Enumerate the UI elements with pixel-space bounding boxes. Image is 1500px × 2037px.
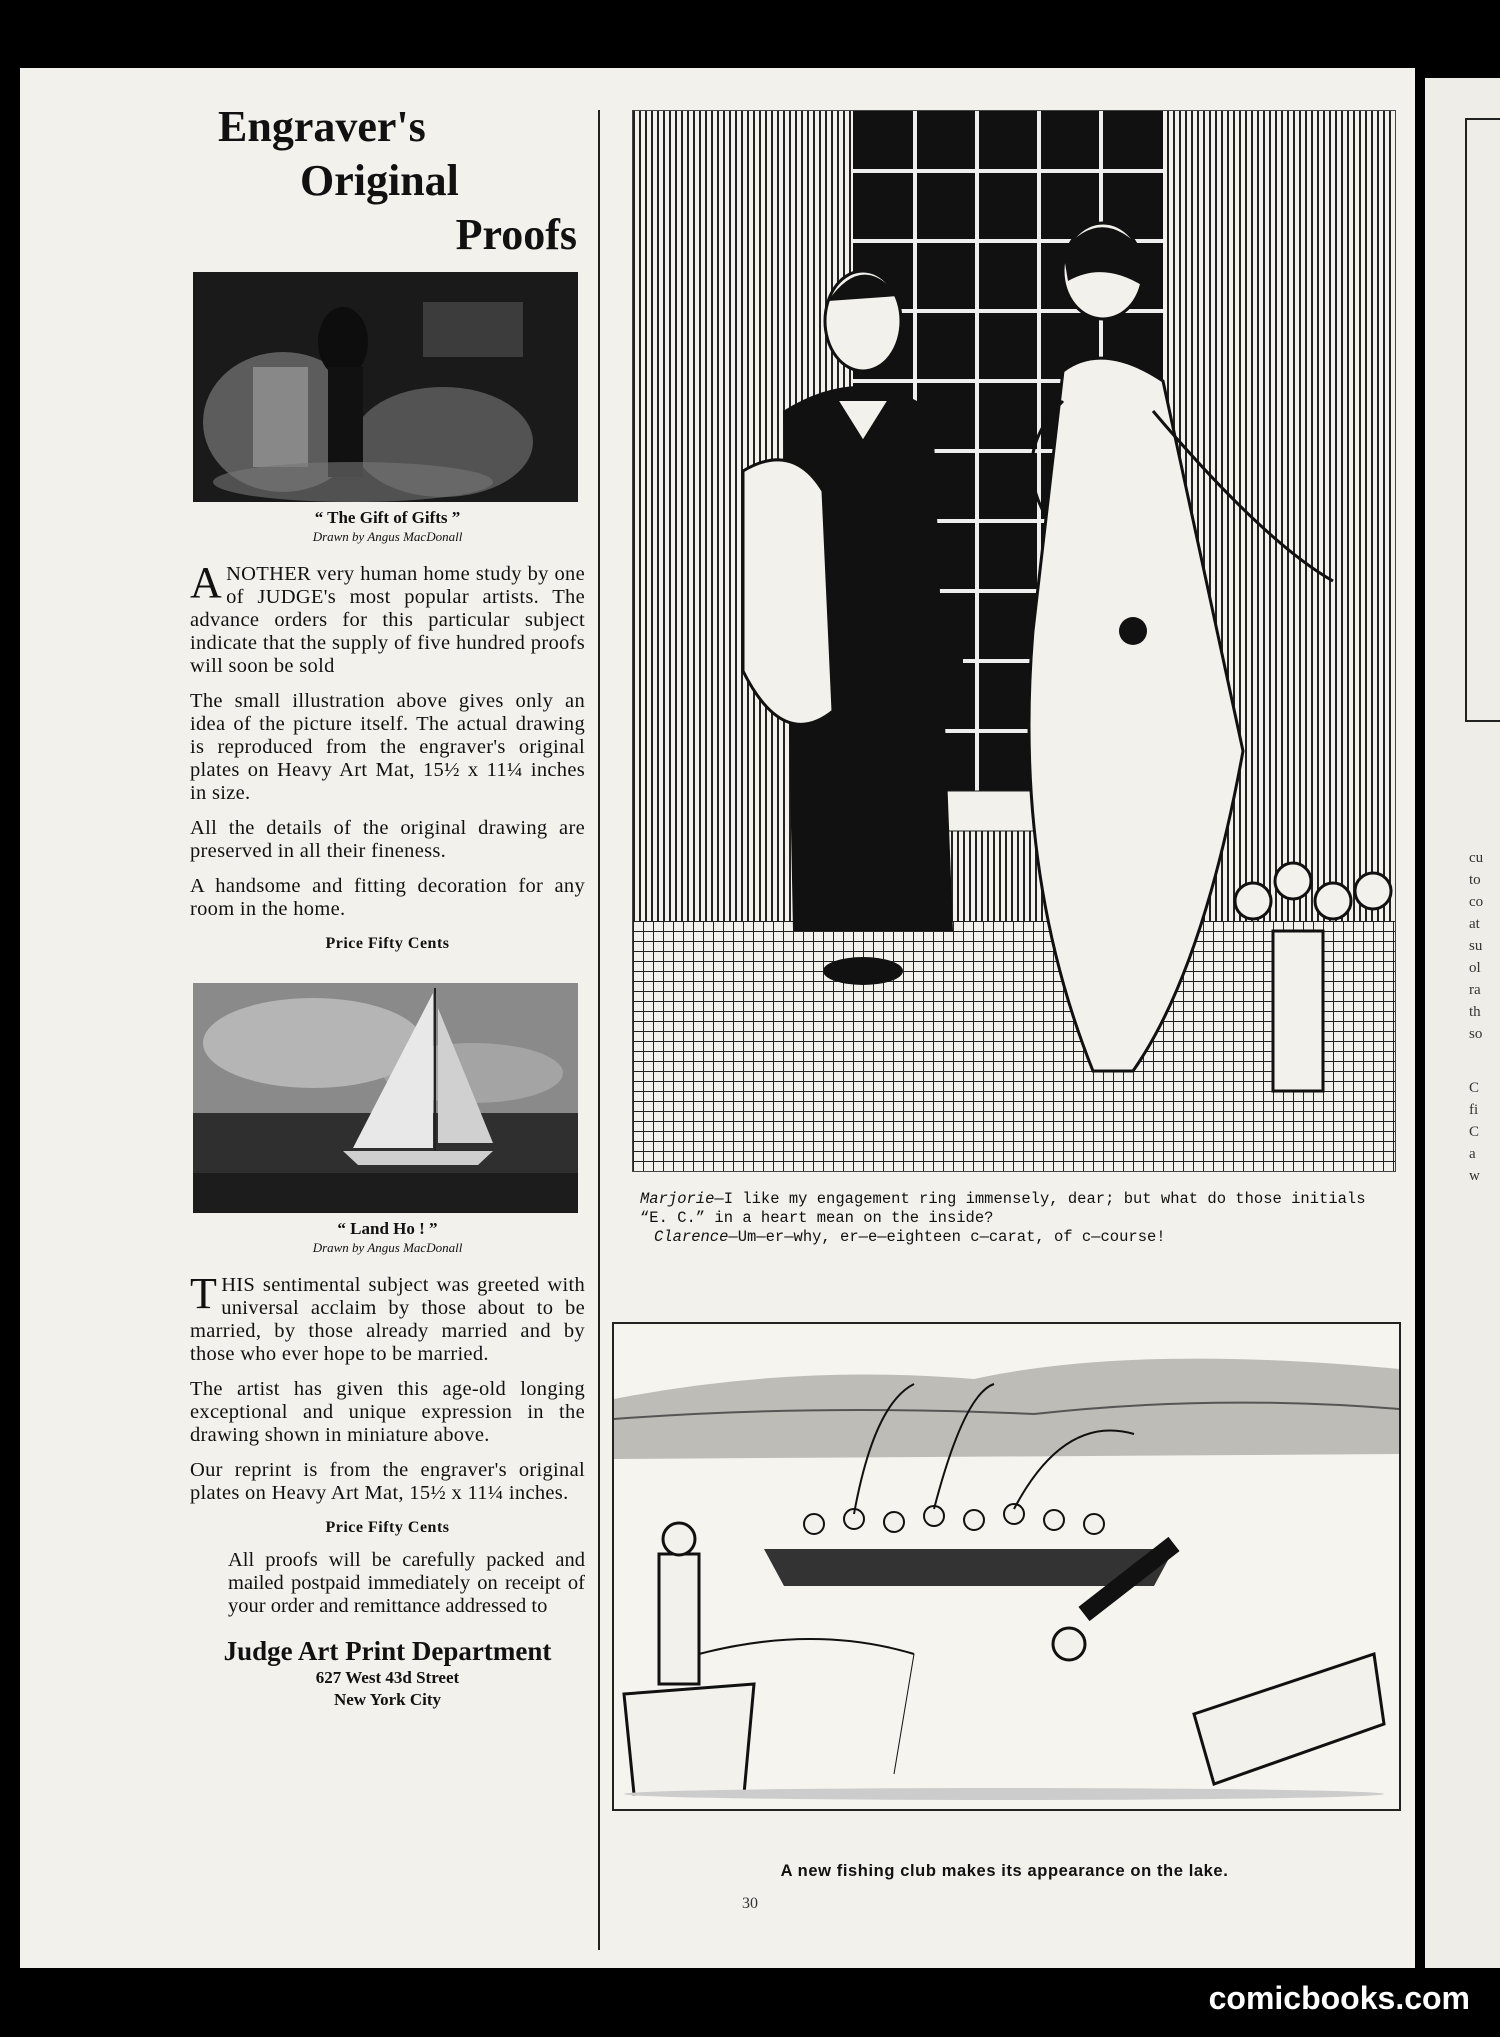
- dialogue-line: Clarence—Um—er—why, er—e—eighteen c—carat, of c—course!: [654, 1228, 1166, 1246]
- ad-title: Engraver's Original Proofs: [218, 102, 577, 259]
- gift-of-gifts-title: “ The Gift of Gifts ”: [314, 508, 461, 527]
- adjacent-page-fragment: [1425, 78, 1500, 1968]
- adjacent-text-fragment: th: [1469, 1004, 1481, 1020]
- land-ho-credit: Drawn by Angus MacDonall: [312, 1240, 463, 1255]
- adjacent-text-fragment: cu: [1469, 850, 1484, 866]
- adjacent-text-fragment: co: [1469, 894, 1484, 910]
- cartoon-engagement-ring: [632, 110, 1396, 1172]
- adjacent-text-fragment: ra: [1469, 982, 1481, 998]
- adjacent-text-fragment: at: [1469, 916, 1480, 932]
- ad-paragraph: ANOTHER very human home study by one of JUDGE's most popular artists. The advance orders for this particular subject indicate that the supply of five hundred proofs will soon be sold: [190, 558, 585, 677]
- ordering-instructions: All proofs will be carefully packed and mailed postpaid immediately on receipt of your order and remittance addressed to: [228, 1549, 585, 1617]
- adjacent-text-fragment: su: [1469, 938, 1483, 954]
- page-number: 30: [742, 1895, 758, 1912]
- dialogue-line: Marjorie—I like my engagement ring immensely, dear; but what do those initials “E. C.” in a heart mean on the inside?: [640, 1190, 1366, 1227]
- drop-cap: T: [190, 1269, 218, 1318]
- department-city: New York City: [333, 1690, 442, 1709]
- gift-of-gifts-credit: Drawn by Angus MacDonall: [312, 529, 463, 544]
- gift-of-gifts-image: [193, 272, 578, 502]
- adjacent-page-box: [1465, 118, 1500, 722]
- adjacent-text-fragment: fi: [1469, 1102, 1479, 1118]
- column-divider: [598, 110, 600, 1950]
- ad-paragraph: THIS sentimental subject was greeted with universal acclaim by those about to be married, by those already married and by those who ever hope to be married.: [190, 1269, 585, 1365]
- price-label: Price Fifty Cents: [325, 935, 450, 952]
- ad-paragraph: The small illustration above gives only an idea of the picture itself. The actual drawing is reproduced from the engraver's original plates on Heavy Art Mat, 15½ x 11¼ inches in size.: [190, 690, 585, 804]
- adjacent-text-fragment: w: [1469, 1168, 1480, 1184]
- ad-paragraph: The artist has given this age-old longing exceptional and unique expression in the drawing shown in miniature above.: [190, 1378, 585, 1446]
- speaker-name: Marjorie: [640, 1190, 715, 1208]
- ad-paragraph: Our reprint is from the engraver's original plates on Heavy Art Mat, 15½ x 11¼ inches.: [190, 1459, 585, 1504]
- land-ho-image: [193, 983, 578, 1213]
- price-label: Price Fifty Cents: [325, 1519, 450, 1536]
- watermark: comicbooks.com: [1208, 1980, 1470, 2016]
- fishing-cartoon-caption: A new fishing club makes its appearance on the lake.: [780, 1862, 1229, 1880]
- speaker-name: Clarence: [654, 1228, 729, 1246]
- cartoon-dialogue: [640, 1190, 1400, 1247]
- adjacent-text-fragment: C: [1469, 1124, 1480, 1140]
- cartoon-fishing-club: [612, 1322, 1401, 1811]
- department-address: 627 West 43d Street: [315, 1668, 460, 1687]
- adjacent-text-fragment: so: [1469, 1026, 1483, 1042]
- adjacent-text-fragment: ol: [1469, 960, 1481, 976]
- land-ho-title: “ Land Ho ! ”: [337, 1219, 438, 1238]
- adjacent-text-fragment: a: [1469, 1146, 1476, 1162]
- department-name: Judge Art Print Department: [223, 1636, 552, 1666]
- art-print-advertisement: [190, 100, 585, 1711]
- adjacent-text-fragment: to: [1469, 872, 1481, 888]
- adjacent-text-fragment: C: [1469, 1080, 1480, 1096]
- drop-cap: A: [190, 558, 223, 607]
- ad-paragraph: All the details of the original drawing are preserved in all their fineness.: [190, 817, 585, 862]
- ad-paragraph: A handsome and fitting decoration for any room in the home.: [190, 875, 585, 920]
